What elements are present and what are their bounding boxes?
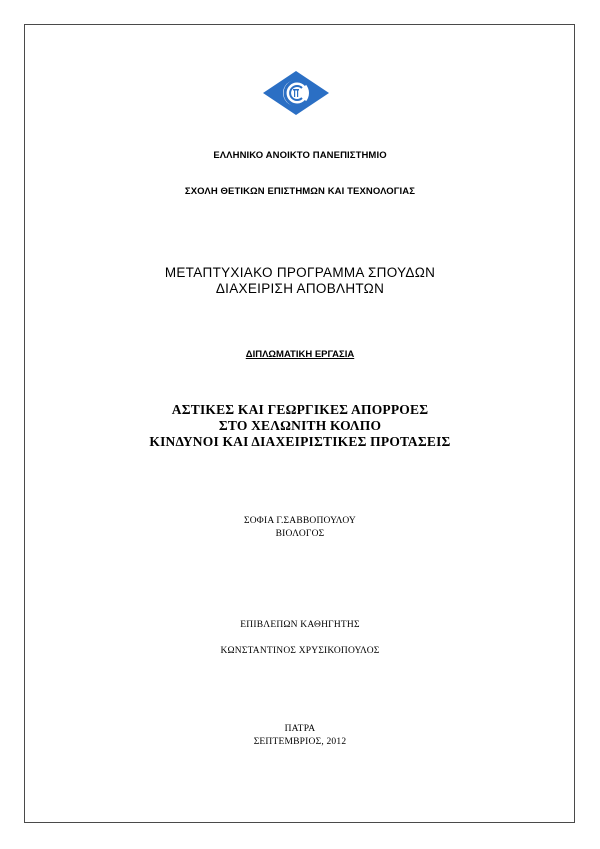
thesis-title-line-3: ΚΙΝΔΥΝΟΙ ΚΑΙ ΔΙΑΧΕΙΡΙΣΤΙΚΕΣ ΠΡΟΤΑΣΕΙΣ <box>149 434 451 449</box>
author-profession: ΒΙΟΛΟΓΟΣ <box>275 529 325 539</box>
supervisor-name: ΚΩΝΣΤΑΝΤΙΝΟΣ ΧΡΥΣΙΚΟΠΟΥΛΟΣ <box>220 646 380 656</box>
thesis-title-line-1: ΑΣΤΙΚΕΣ ΚΑΙ ΓΕΩΡΓΙΚΕΣ ΑΠΟΡΡΟΕΣ <box>171 402 429 417</box>
university-logo-icon <box>262 70 330 116</box>
thesis-label: ΔΙΠΛΩΜΑΤΙΚΗ ΕΡΓΑΣΙΑ <box>245 349 355 360</box>
program-line-1: ΜΕΤΑΠΤΥΧΙΑΚΟ ΠΡΟΓΡΑΜΜΑ ΣΠΟΥΔΩΝ <box>164 265 436 280</box>
school-name: ΣΧΟΛΗ ΘΕΤΙΚΩΝ ΕΠΙΣΤΗΜΩΝ ΚΑΙ ΤΕΧΝΟΛΟΓΙΑΣ <box>184 186 416 197</box>
program-line-2: ΔΙΑΧΕΙΡΙΣΗ ΑΠΟΒΛΗΤΩΝ <box>215 281 385 296</box>
supervisor-label: ΕΠΙΒΛΕΠΩΝ ΚΑΘΗΓΗΤΗΣ <box>240 620 360 630</box>
thesis-title-line-2: ΣΤΟ ΧΕΛΩΝΙΤΗ ΚΟΛΠΟ <box>218 418 382 433</box>
author-name: ΣΟΦΙΑ Γ.ΣΑΒΒΟΠΟΥΛΟΥ <box>244 516 356 526</box>
date: ΣΕΠΤΕΜΒΡΙΟΣ, 2012 <box>253 737 347 747</box>
city: ΠΑΤΡΑ <box>284 724 316 734</box>
university-name: ΕΛΛΗΝΙΚΟ ΑΝΟΙΚΤΟ ΠΑΝΕΠΙΣΤΗΜΙΟ <box>213 150 387 161</box>
